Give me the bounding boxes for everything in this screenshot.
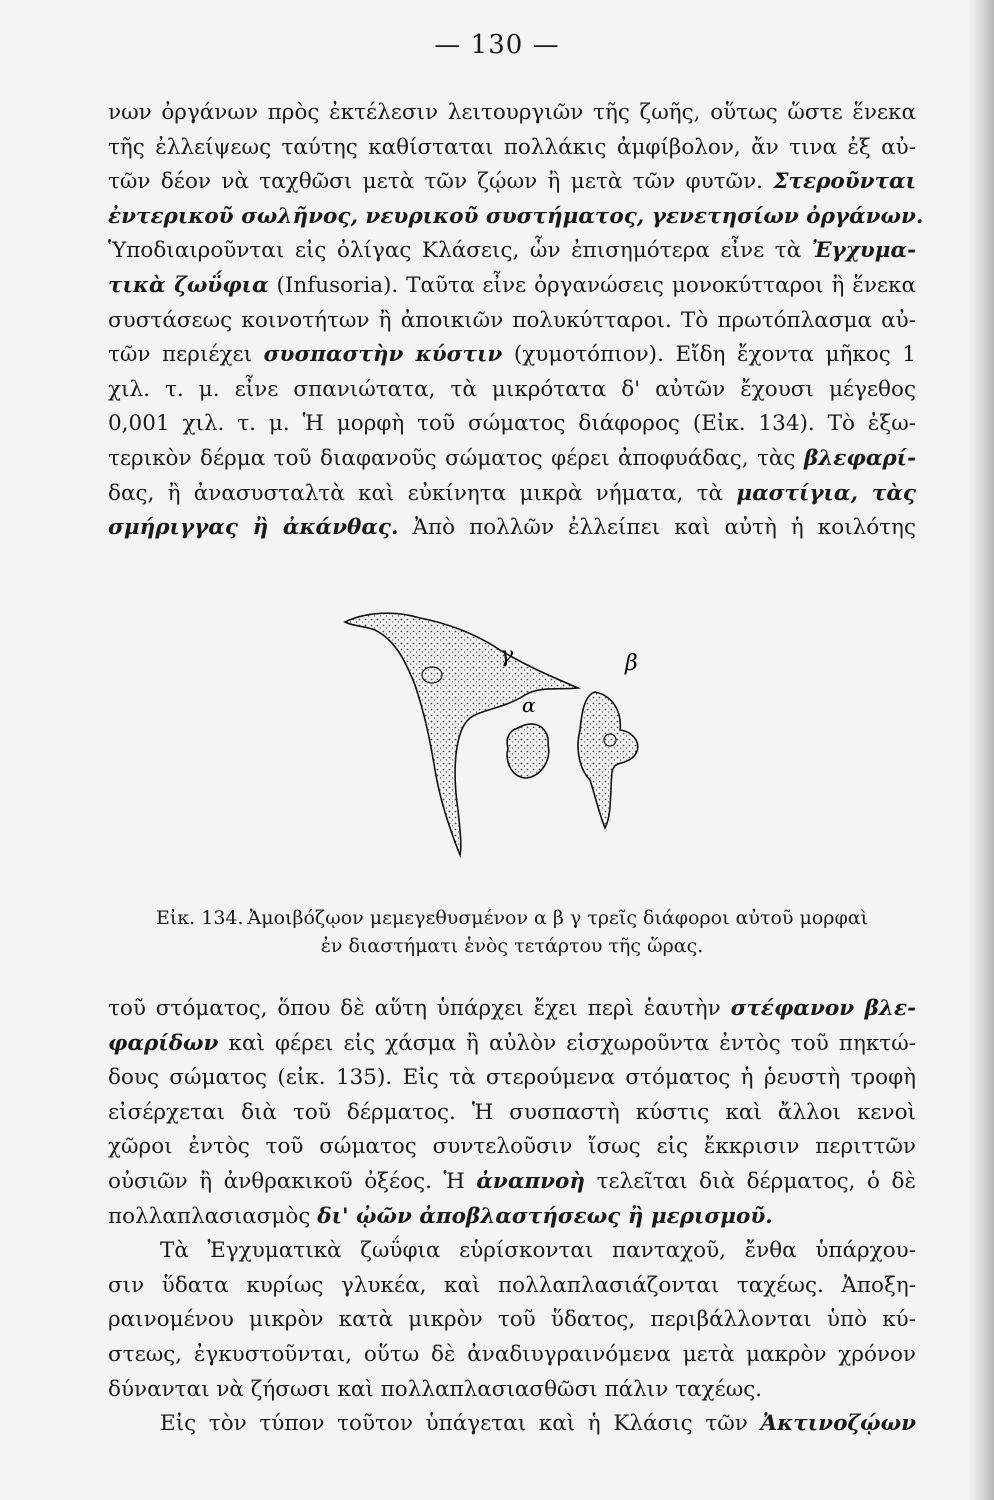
bold-term: δι' ᾠῶν ἀποβλαστήσεως ἢ μερισμοῦ. (317, 1203, 773, 1229)
text-run: (χυμοτόπιον). Εἴδη ἔχοντα μῆκος 1 (513, 342, 916, 368)
bold-term: μαστίγια, τὰς (736, 480, 916, 506)
amoeba-figure (340, 600, 650, 860)
text-line (108, 477, 916, 512)
text-line: χιλ. τ. μ. εἶνε σπανιώτατα, τὰ μικρότατα δ' αὐτῶν ἔχουσι μέγεθος (108, 376, 916, 402)
text-run: τελεῖται διὰ δέρματος, ὁ δὲ (596, 1168, 917, 1194)
page-edge-shadow (968, 0, 994, 1500)
text-line: Τὰ Ἐγχυματικὰ ζωΰφια εὑρίσκονται πανταχοῦ, ἔνθα ὑπάρχου- (160, 1238, 916, 1264)
text-run: Ὑποδιαιροῦνται εἰς ὀλίγας Κλάσεις, ὧν ἐπισημότερα εἶνε τὰ (108, 238, 802, 264)
paragraph-lower (108, 992, 916, 1442)
bold-term: Ἐγχυμα- (811, 238, 916, 264)
page-number: — 130 — (434, 30, 560, 60)
text-line: δύνανται νὰ ζήσωσι καὶ πολλαπλασιασθῶσι πάλιν ταχέως. (108, 1376, 763, 1402)
text-run: οὐσιῶν ἢ ἀνθρακικοῦ ὀξέος. Ἡ (108, 1168, 465, 1194)
text-line: σιν ὕδατα κυρίως γλυκέα, καὶ πολλαπλασιάζονται ταχέως. Ἀποξη- (108, 1272, 916, 1298)
amoeba-form-beta (578, 692, 638, 828)
text-run: Ἀπὸ πολλῶν ἐλλείπει καὶ αὐτὴ ἡ κοιλότης (398, 515, 916, 541)
bold-term: Ἀκτινοζῴων (760, 1411, 917, 1437)
caption-text: Ἀμοιβόζῳον μεμεγεθυσμένον α β γ τρεῖς διάφοροι αὐτοῦ μορφαὶ (247, 907, 869, 929)
text-line: στεως, ἐγκυστοῦνται, οὕτω δὲ ἀναδιυγραινόμενα μετὰ μακρὸν χρόνον (108, 1341, 916, 1367)
bold-term: φαρίδων (108, 1030, 219, 1056)
text-run: (Infusoria). Ταῦτα εἶνε ὀργανώσεις μονοκύτταροι ἢ ἕνεκα (276, 272, 917, 298)
bold-term: βλεφαρί- (803, 445, 916, 471)
label-beta: β (625, 651, 638, 676)
label-gamma: γ (500, 643, 514, 668)
text-run: Εἰς τὸν τύπον τοῦτον ὑπάγεται καὶ ἡ Κλάσις τῶν (160, 1411, 748, 1437)
caption-label: Εἰκ. 134. (155, 907, 244, 929)
text-line (108, 992, 916, 1027)
text-line (108, 234, 916, 269)
text-line (108, 1165, 916, 1200)
text-line: δους σώματος (εἰκ. 135). Εἰς τὰ στερούμενα στόματος ἡ ῥευστὴ τροφὴ (108, 1065, 916, 1091)
text-line: ραινομένου μικρὸν κατὰ μικρὸν τοῦ ὕδατος, περιβάλλονται ὑπὸ κύ- (108, 1307, 916, 1333)
label-alpha: α (522, 693, 536, 717)
text-run: τερικὸν δέρμα τοῦ διαφανοῦς σώματος φέρει ἀποφυάδας, τὰς (108, 445, 796, 471)
text-line (108, 1027, 916, 1062)
paragraph-upper (108, 96, 924, 546)
text-line (108, 338, 916, 373)
text-run: πολλαπλασιασμὸς (108, 1203, 311, 1229)
text-line (108, 442, 916, 477)
text-line: συστάσεως κοινοτήτων ἢ ἀποικιῶν πολυκύτταροι. Τὸ πρωτόπλασμα αὐ- (108, 307, 916, 333)
bold-term: ἐντερικοῦ σωλῆνος, νευρικοῦ συστήματος, γενετησίων ὀργάνων. (108, 203, 924, 229)
text-line: χῶροι ἐντὸς τοῦ σώματος συντελοῦσιν ἴσως εἰς ἔκκρισιν περιττῶν (108, 1134, 916, 1160)
text-line (108, 200, 924, 235)
figure-caption (108, 904, 916, 960)
text-run: τοῦ στόματος, ὅπου δὲ αὕτη ὑπάρχει ἔχει περὶ ἑαυτὴν (108, 996, 721, 1021)
text-run: καὶ φέρει εἰς χάσμα ἢ αὐλὸν εἰσχωροῦντα ἐντὸς τοῦ πηκτώ- (228, 1030, 916, 1056)
text-line: εἰσέρχεται διὰ τοῦ δέρματος. Ἡ συσπαστὴ κύστις καὶ ἄλλοι κενοὶ (108, 1099, 916, 1125)
bold-term: συσπαστὴν κύστιν (263, 342, 503, 368)
bold-term: σμήριγγας ἢ ἀκάνθας. (108, 515, 399, 541)
amoeba-illustration (340, 600, 650, 860)
bold-term: ἀναπνοὴ (476, 1168, 586, 1194)
text-run: δας, ἢ ἀνασυσταλτὰ καὶ εὐκίνητα μικρὰ νήματα, τὰ (108, 480, 724, 506)
bold-term: στέφανον βλε- (730, 996, 916, 1021)
text-line: 0,001 χιλ. τ. μ. Ἡ μορφὴ τοῦ σώματος διάφορος (Εἰκ. 134). Τὸ ἐξω- (108, 411, 916, 437)
caption-line: ἐν διαστήματι ἑνὸς τετάρτου τῆς ὥρας. (320, 935, 704, 957)
amoeba-form-alpha (507, 724, 549, 778)
text-line (108, 269, 916, 304)
text-line (108, 1200, 916, 1235)
text-line: τῆς ἐλλείψεως ταύτης καθίσταται πολλάκις ἀμφίβολον, ἄν τινα ἐξ αὐ- (108, 134, 916, 160)
text-run: τῶν δέον νὰ ταχθῶσι μετὰ τῶν ζῴων ἢ μετὰ τῶν φυτῶν. (108, 169, 763, 195)
text-line: νων ὀργάνων πρὸς ἐκτέλεσιν λειτουργιῶν τῆς ζωῆς, οὕτως ὥστε ἕνεκα (108, 100, 916, 125)
caption-line (108, 904, 916, 932)
text-line (108, 1407, 916, 1442)
text-run: τῶν περιέχει (108, 342, 253, 368)
bold-term: Στεροῦνται (773, 169, 916, 195)
text-line (108, 511, 916, 546)
bold-term: τικὰ ζωΰφια (108, 272, 269, 298)
text-line (108, 165, 916, 200)
